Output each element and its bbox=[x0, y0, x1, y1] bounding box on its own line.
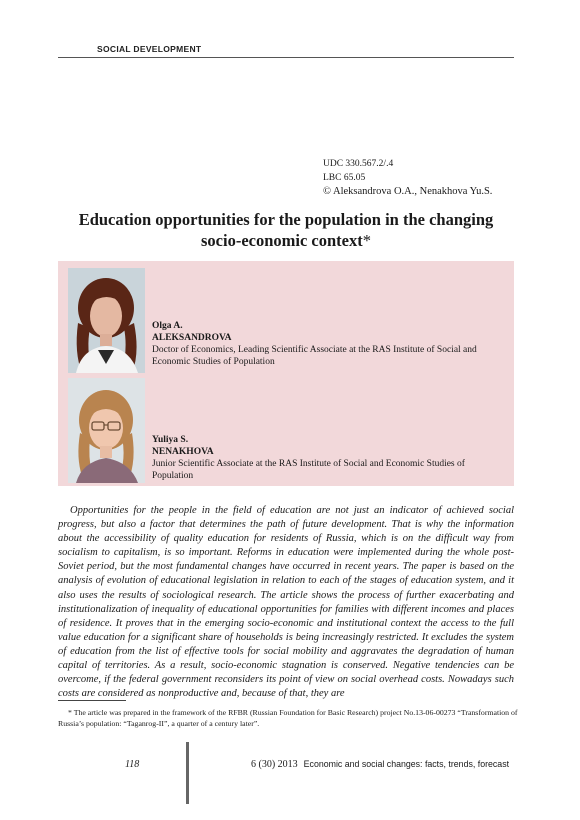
author-aleksandrova bbox=[152, 320, 507, 368]
author-last-name: ALEKSANDROVA bbox=[152, 333, 232, 343]
section-header: SOCIAL DEVELOPMENT bbox=[97, 44, 202, 54]
lbc-code: LBC 65.05 bbox=[323, 172, 366, 183]
author-description: Doctor of Economics, Leading Scientific Associate at the RAS Institute of Social and Economic Studies of Population bbox=[152, 345, 477, 367]
footnote-marker: * bbox=[68, 708, 72, 717]
title-footnote-marker: * bbox=[362, 231, 371, 250]
article-title bbox=[58, 209, 514, 251]
journal-title: Economic and social changes: facts, trends, forecast bbox=[303, 759, 510, 769]
udc-code: UDC 330.567.2/.4 bbox=[323, 159, 394, 169]
footer-divider bbox=[186, 742, 189, 804]
author-first-name: Olga A. bbox=[152, 321, 183, 331]
title-line-1: Education opportunities for the population in the changing bbox=[78, 210, 494, 229]
author-photo-aleksandrova bbox=[68, 268, 145, 373]
footnote bbox=[58, 708, 518, 729]
author-description: Junior Scientific Associate at the RAS Institute of Social and Economic Studies of Population bbox=[152, 459, 465, 481]
author-nenakhova bbox=[152, 434, 507, 482]
journal-info bbox=[251, 759, 509, 770]
classification-block bbox=[323, 158, 492, 199]
author-last-name: NENAKHOVA bbox=[152, 447, 214, 457]
footnote-rule bbox=[58, 700, 126, 701]
title-line-2-text: socio-economic context bbox=[201, 231, 363, 250]
title-line-2 bbox=[58, 230, 514, 251]
journal-issue: 6 (30) 2013 bbox=[251, 759, 298, 770]
abstract bbox=[58, 504, 514, 701]
author-photo-nenakhova bbox=[68, 378, 145, 483]
header-rule bbox=[58, 57, 514, 58]
author-first-name: Yuliya S. bbox=[152, 435, 189, 445]
footnote-text: The article was prepared in the framework of the RFBR (Russian Foundation for Basic Research) project No.13-06-00273 “Transformation of Russia’s population: “Taganrog-II”, a quarter of a century later”. bbox=[58, 708, 518, 728]
page-number: 118 bbox=[125, 759, 140, 770]
abstract-text: Opportunities for the people in the field of education are not just an indicator of achieved social progress, but also a factor that determines the path of future development. That is why the information about the accessibility of quality education for residents of Russia, which is on the difficult way from socialism to capitalism, is so important. Reforms in education were implemented during the whole post-Soviet period, but the most fundamental changes have occurred in recent years. The paper is based on the analysis of evolution of educational legislation in relation to each of the stages of education system, and it also uses the results of sociological research. The article shows the process of further exacerbating and institutionalization of inequality of educational opportunities for families with different incomes and places of residence. It proves that in the emerging socio-economic and institutional context the access to the full value education for a significant share of households is being increasingly restricted. It excludes the system of education from the list of effective tools for social mobility and aggravates the degradation of human capital of territories. As a result, socio-economic stagnation is conserved. Negative tendencies can be overcome, if the federal government reconsiders its point of view on social overhead costs. Nowadays such costs are considered as nonproductive and, because of that, they are bbox=[58, 505, 514, 700]
copyright: © Aleksandrova O.A., Nenakhova Yu.S. bbox=[323, 186, 493, 197]
